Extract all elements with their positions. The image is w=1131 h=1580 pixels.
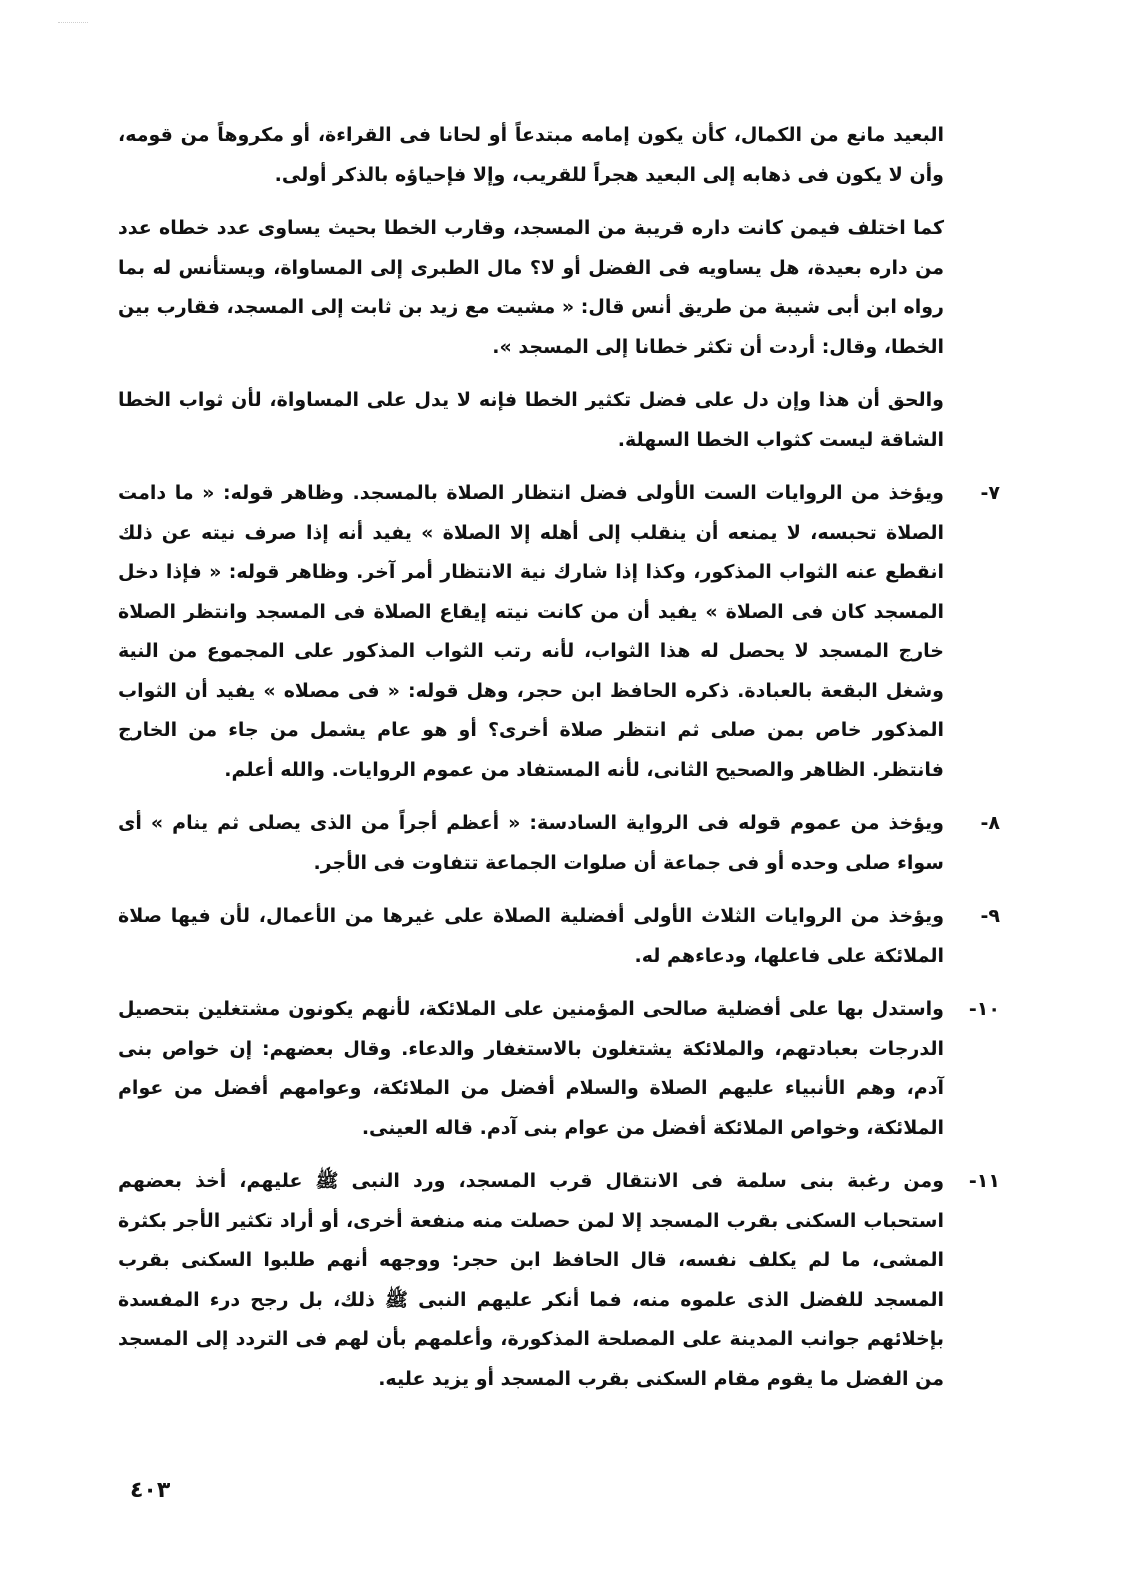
numbered-item-8 xyxy=(118,804,1000,883)
paragraph-continuation: البعيد مانع من الكمال، كأن يكون إمامه مبتدعاً أو لحانا فى القراءة، أو مكروهاً من قومه، وأن لا يكون فى ذهابه إلى البعيد هجراً للقريب، وإلا فإحياؤه بالذكر أولى. xyxy=(118,124,944,186)
paragraph-tabari-opinion: كما اختلف فيمن كانت داره قريبة من المسجد، وقارب الخطا بحيث يساوى عدد خطاه عدد من داره بعيدة، هل يساويه فى الفضل أو لا؟ مال الطبرى إلى المساواة، ويستأنس له بما رواه ابن أبى شيبة من طريق أنس قال: « مشيت مع زيد بن ثابت إلى المسجد، فقارب بين الخطا، وقال: أردت أن تكثر خطانا إلى المسجد ». xyxy=(118,217,944,358)
scan-artifact xyxy=(58,22,88,25)
item-text: ويؤخذ من عموم قوله فى الرواية السادسة: « أعظم أجراً من الذى يصلى ثم ينام » أى سواء صلى وحده أو فى جماعة أن صلوات الجماعة تتفاوت فى الأجر. xyxy=(118,812,944,874)
item-number: ٧- xyxy=(980,482,1000,504)
item-text: ويؤخذ من الروايات الثلاث الأولى أفضلية الصلاة على غيرها من الأعمال، لأن فيها صلاة الملائكة على فاعلها، ودعاءهم له. xyxy=(118,905,944,967)
item-number: ٩- xyxy=(980,905,1000,927)
numbered-item-10 xyxy=(118,990,1000,1148)
paragraph-conclusion: والحق أن هذا وإن دل على فضل تكثير الخطا فإنه لا يدل على المساواة، لأن ثواب الخطا الشاقة ليست كثواب الخطا السهلة. xyxy=(118,389,944,451)
item-text: ويؤخذ من الروايات الست الأولى فضل انتظار الصلاة بالمسجد. وظاهر قوله: « ما دامت الصلاة تحبسه، لا يمنعه أن ينقلب إلى أهله إلا الصلاة » يفيد أنه إذا صرف نيته عن ذلك انقطع عنه الثواب المذكور، وكذا إذا شارك نية الانتظار أمر آخر. وظاهر قوله: « فإذا دخل المسجد كان فى الصلاة » يفيد أن من كانت نيته إيقاع الصلاة فى المسجد وانتظر الصلاة خارج المسجد لا يحصل له هذا الثواب، لأنه رتب الثواب المذكور على المجموع من النية وشغل البقعة بالعبادة. ذكره الحافظ ابن حجر، وهل قوله: « فى مصلاه » يفيد أن الثواب المذكور خاص بمن صلى ثم انتظر صلاة أخرى؟ أو هو عام يشمل من جاء من الخارج فانتظر. الظاهر والصحيح الثانى، لأنه المستفاد من عموم الروايات. والله أعلم. xyxy=(118,482,944,781)
numbered-item-9 xyxy=(118,897,1000,976)
item-text: ومن رغبة بنى سلمة فى الانتقال قرب المسجد، ورد النبى ﷺ عليهم، أخذ بعضهم استحباب السكنى بقرب المسجد إلا لمن حصلت منه منفعة أخرى، أو أراد تكثير الأجر بكثرة المشى، ما لم يكلف نفسه، قال الحافظ ابن حجر: ووجهه أنهم طلبوا السكنى بقرب المسجد للفضل الذى علموه منه، فما أنكر عليهم النبى ﷺ ذلك، بل رجح درء المفسدة بإخلائهم جوانب المدينة على المصلحة المذكورة، وأعلمهم بأن لهم فى التردد إلى المسجد من الفضل ما يقوم مقام السكنى بقرب المسجد أو يزيد عليه. xyxy=(118,1170,944,1390)
item-number: ٨- xyxy=(980,812,1000,834)
numbered-item-11 xyxy=(118,1162,1000,1399)
item-number: ١١- xyxy=(968,1170,1000,1192)
item-text: واستدل بها على أفضلية صالحى المؤمنين على الملائكة، لأنهم يكونون مشتغلين بتحصيل الدرجات بعبادتهم، والملائكة يشتغلون بالاستغفار والدعاء. وقال بعضهم: إن خواص بنى آدم، وهم الأنبياء عليهم الصلاة والسلام أفضل من الملائكة، وعوامهم أفضل من عوام الملائكة، وخواص الملائكة أفضل من عوام بنى آدم. قاله العينى. xyxy=(118,998,944,1139)
item-number: ١٠- xyxy=(968,998,1000,1020)
numbered-item-7 xyxy=(118,474,1000,790)
page-number: ٤٠٣ xyxy=(130,1478,171,1503)
page-body xyxy=(118,116,1000,1413)
